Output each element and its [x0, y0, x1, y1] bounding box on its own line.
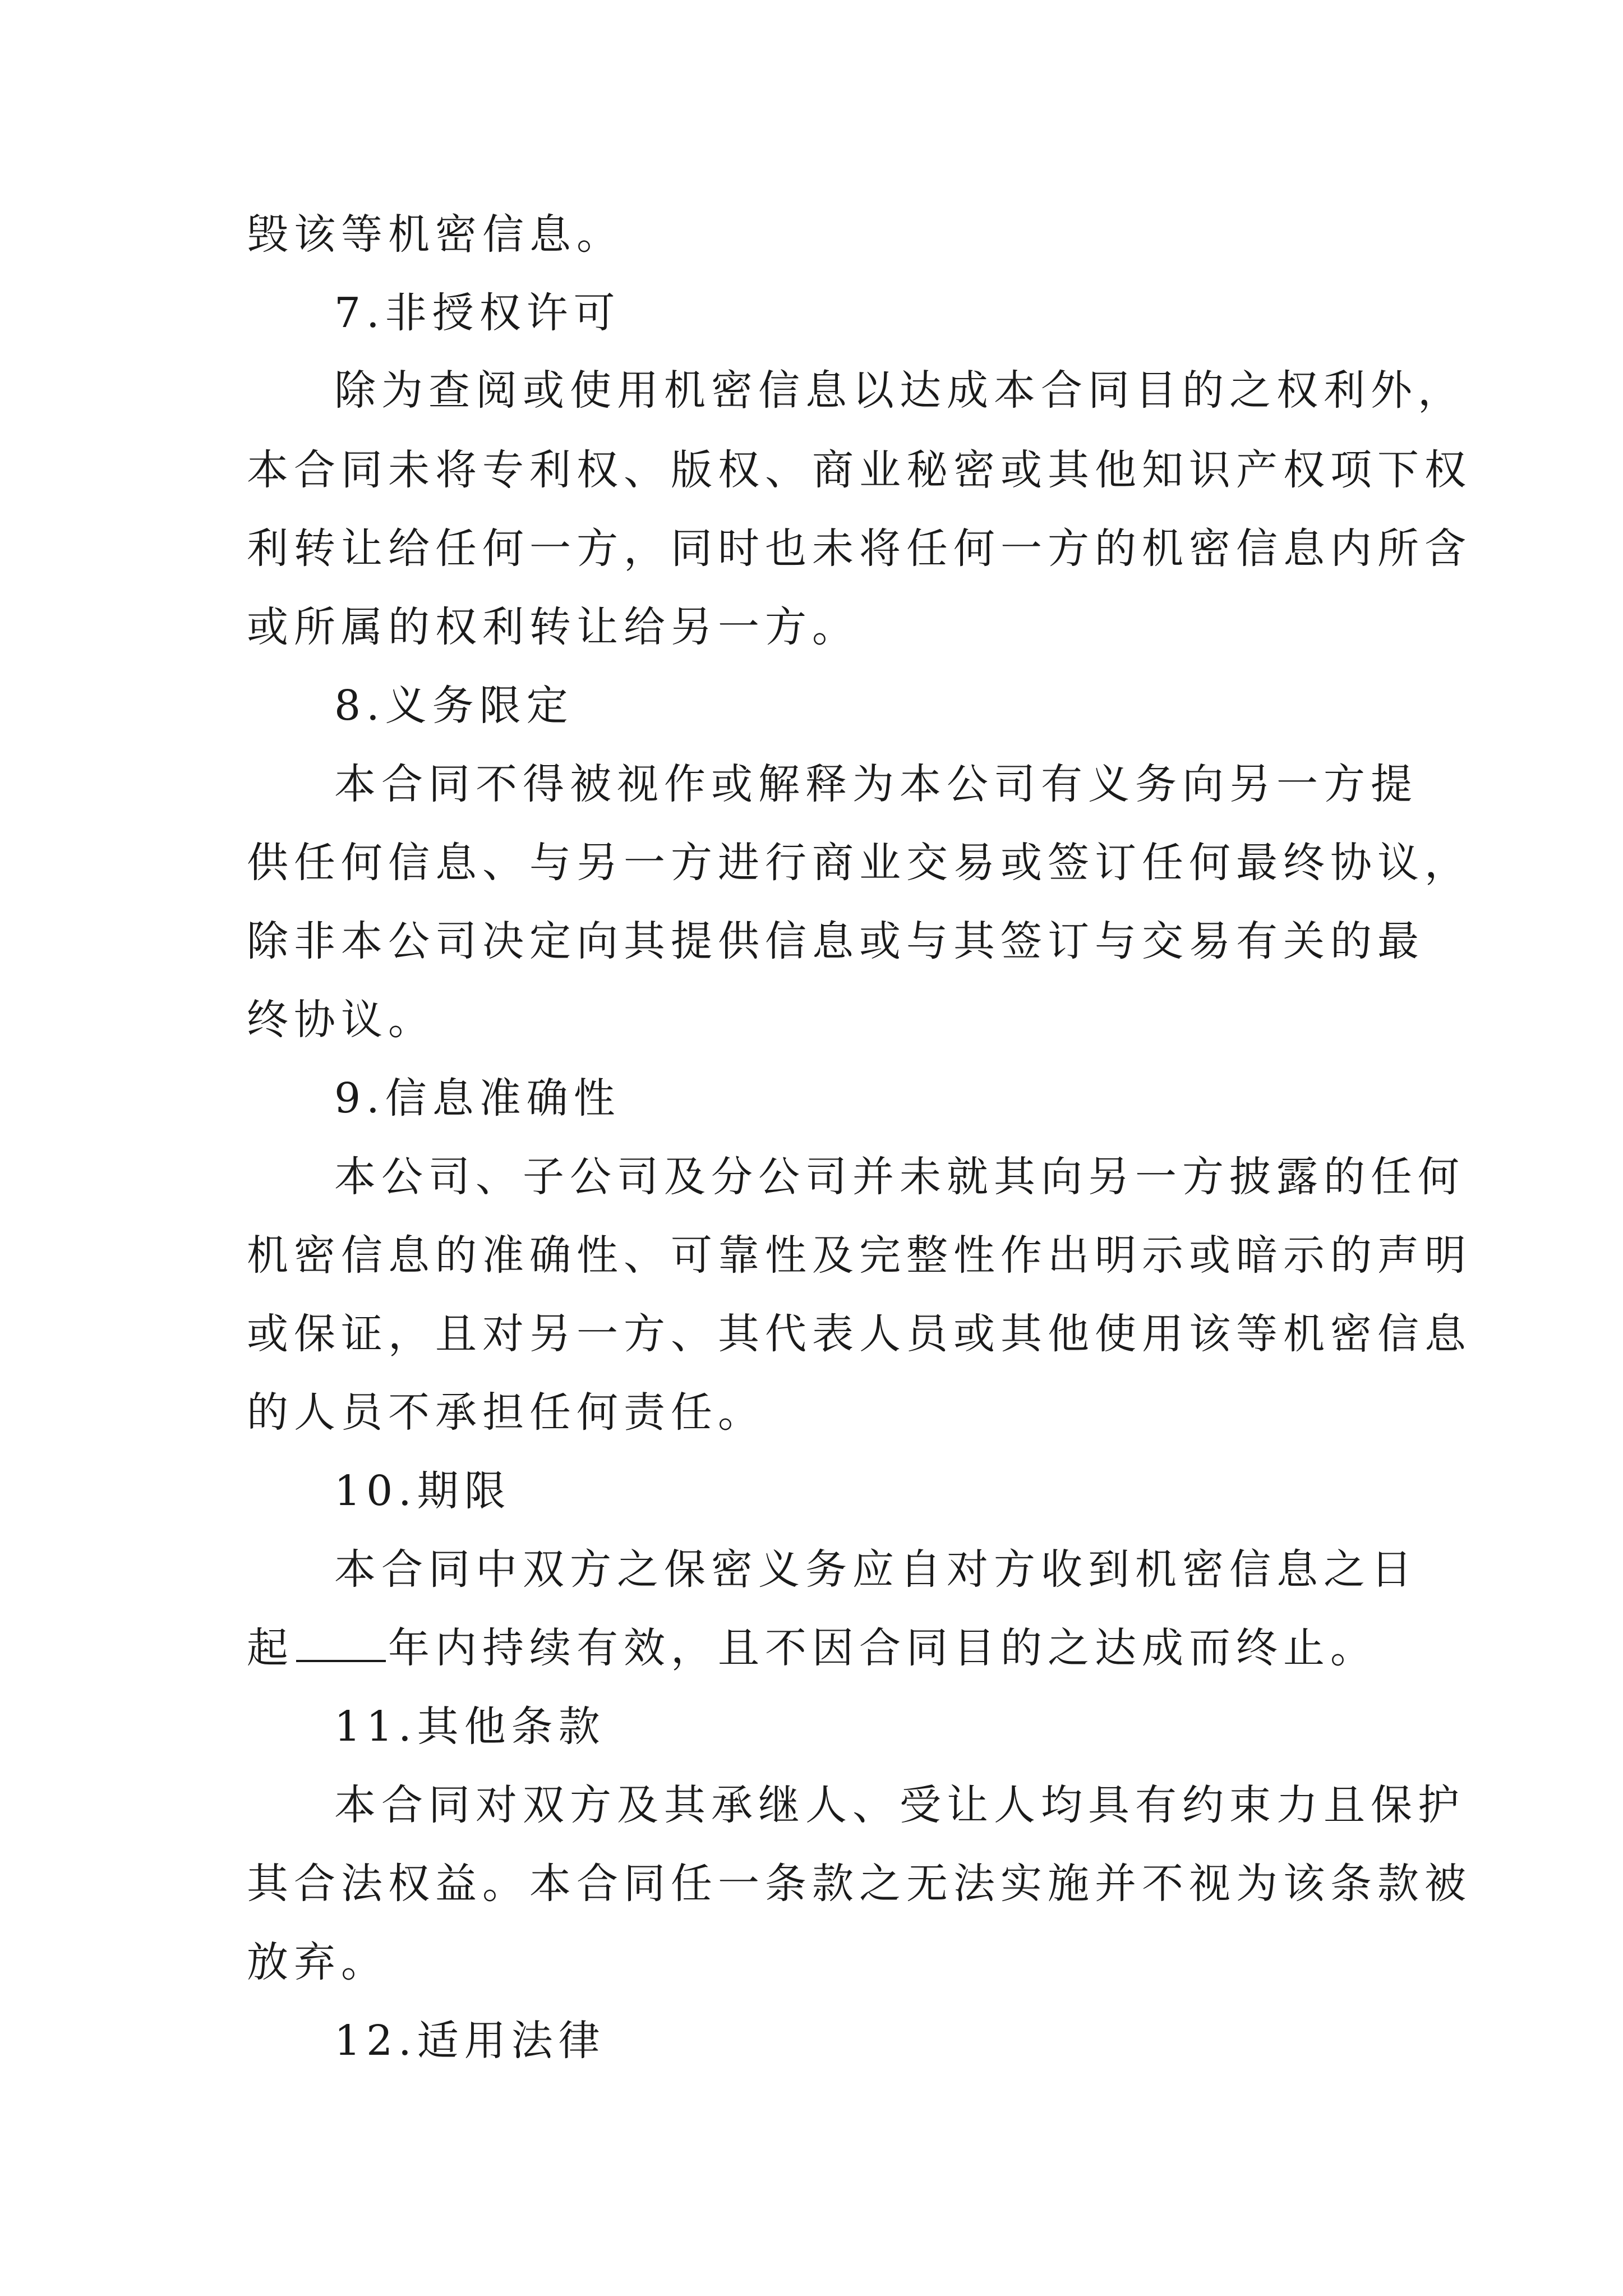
text-line: 利转让给任何一方，同时也未将任何一方的机密信息内所含 [247, 524, 1472, 573]
section-heading-9: 9.信息准确性 [334, 1074, 621, 1122]
text-line: 除为查阅或使用机密信息以达成本合同目的之权利外， [334, 366, 1465, 415]
text-line: 放弃。 [247, 1938, 388, 1986]
text-line: 终协议。 [247, 996, 435, 1044]
text-line: 或所属的权利转让给另一方。 [247, 603, 859, 651]
text-line: 或保证，且对另一方、其代表人员或其他使用该等机密信息 [247, 1310, 1472, 1358]
text-line: 机密信息的准确性、可靠性及完整性作出明示或暗示的声明 [247, 1231, 1472, 1280]
section-heading-11: 11.其他条款 [334, 1703, 606, 1751]
text-line: 其合法权益。本合同任一条款之无法实施并不视为该条款被 [247, 1860, 1472, 1908]
section-heading-7: 7.非授权许可 [334, 289, 621, 337]
section-heading-10: 10.期限 [334, 1467, 511, 1515]
text-line: 本合同不得被视作或解释为本公司有义务向另一方提 [334, 760, 1418, 808]
section-heading-8: 8.义务限定 [334, 682, 574, 730]
text-fragment: 起 [247, 1624, 294, 1672]
text-fragment: 年内持续有效，且不因合同目的之达成而终止。 [388, 1624, 1377, 1672]
text-line: 供任何信息、与另一方进行商业交易或签订任何最终协议， [247, 839, 1472, 887]
text-line: 本合同中双方之保密义务应自对方收到机密信息之日 [334, 1545, 1418, 1594]
text-line: 除非本公司决定向其提供信息或与其签订与交易有关的最 [247, 917, 1424, 965]
text-line: 毁该等机密信息。 [247, 210, 624, 259]
section-heading-12: 12.适用法律 [334, 2017, 606, 2065]
text-line: 的人员不承担任何责任。 [247, 1388, 765, 1437]
text-line: 本合同未将专利权、版权、商业秘密或其他知识产权项下权 [247, 446, 1472, 494]
text-line: 本公司、子公司及分公司并未就其向另一方披露的任何 [334, 1153, 1465, 1201]
text-line: 本合同对双方及其承继人、受让人均具有约束力且保护 [334, 1781, 1465, 1829]
fill-in-blank [296, 1626, 386, 1662]
text-line-with-blank [247, 1620, 1377, 1676]
